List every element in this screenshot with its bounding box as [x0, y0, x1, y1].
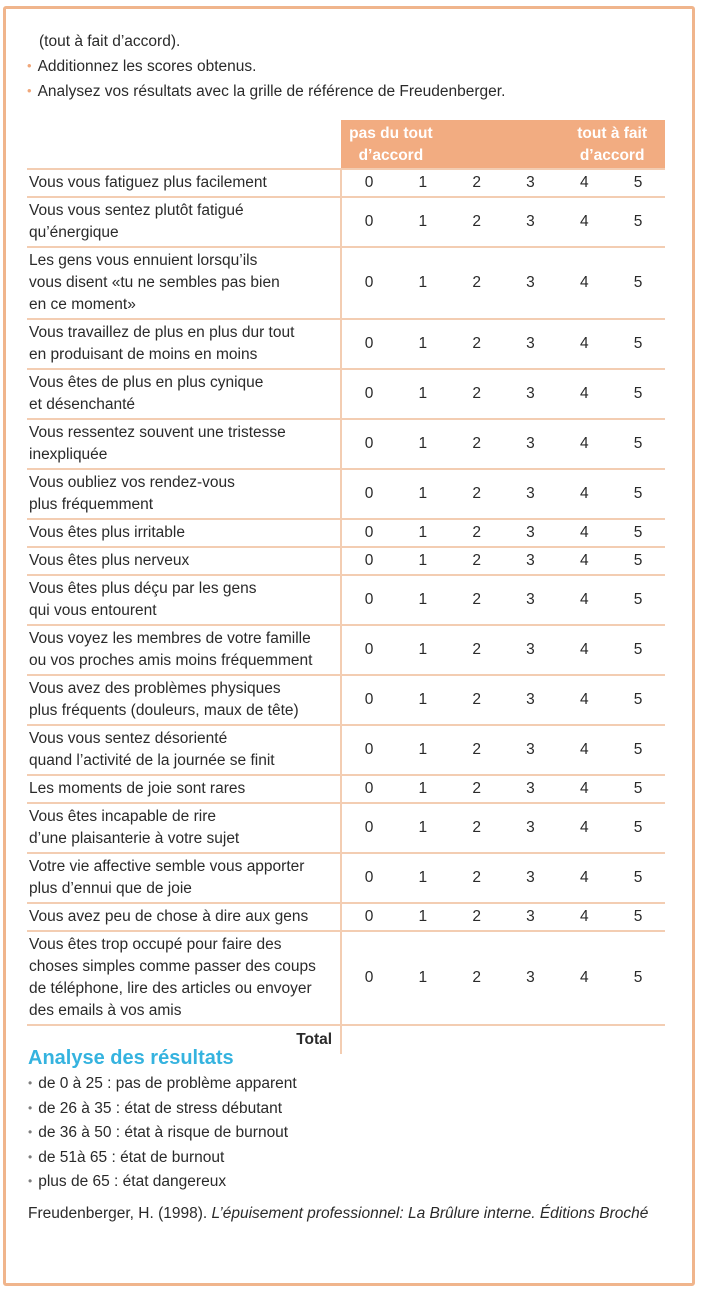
score-option[interactable]: 2: [450, 547, 504, 575]
question-row: [27, 575, 665, 625]
score-option[interactable]: 5: [611, 519, 665, 547]
score-option[interactable]: 1: [396, 903, 450, 931]
question-row: [27, 725, 665, 775]
score-option[interactable]: 4: [557, 903, 611, 931]
score-option[interactable]: 2: [450, 625, 504, 675]
score-option[interactable]: 1: [396, 247, 450, 319]
score-option[interactable]: 1: [396, 197, 450, 247]
reference-citation: [28, 1205, 648, 1223]
score-option[interactable]: 1: [396, 575, 450, 625]
score-option[interactable]: 2: [450, 247, 504, 319]
score-option[interactable]: 3: [504, 675, 558, 725]
question-row: [27, 419, 665, 469]
analysis-item: • de 0 à 25 : pas de problème apparent: [28, 1075, 297, 1092]
score-option[interactable]: 4: [557, 675, 611, 725]
score-option[interactable]: 2: [450, 369, 504, 419]
score-option[interactable]: 2: [450, 575, 504, 625]
question-line: plus d’ennui que de joie: [29, 880, 192, 897]
score-option[interactable]: 3: [504, 725, 558, 775]
scale-max-label: tout à fait d’accord: [577, 125, 647, 164]
question-row: [27, 625, 665, 675]
total-label: Total: [27, 1025, 341, 1054]
score-option[interactable]: 0: [341, 369, 396, 419]
score-option[interactable]: 4: [557, 853, 611, 903]
score-option[interactable]: 3: [504, 931, 558, 1025]
question-row: [27, 519, 665, 547]
burnout-questionnaire: [27, 120, 665, 1054]
score-option[interactable]: 5: [611, 369, 665, 419]
question-line: de téléphone, lire des articles ou envoyer: [29, 980, 312, 997]
score-option[interactable]: 2: [450, 319, 504, 369]
question-line: Vous avez des problèmes physiques: [29, 680, 281, 697]
question-line: Vous êtes incapable de rire: [29, 808, 216, 825]
question-line: Vous êtes plus nerveux: [29, 552, 190, 569]
bullet-icon: •: [28, 1125, 33, 1139]
score-option[interactable]: 4: [557, 247, 611, 319]
score-option[interactable]: 1: [396, 625, 450, 675]
analysis-item: • de 51à 65 : état de burnout: [28, 1148, 225, 1166]
score-option[interactable]: 0: [341, 675, 396, 725]
question-text: [27, 803, 341, 853]
question-line: Vous voyez les membres de votre famille: [29, 630, 311, 647]
question-row: [27, 931, 665, 1025]
score-option[interactable]: 3: [504, 369, 558, 419]
score-option[interactable]: 5: [611, 853, 665, 903]
question-text: [27, 319, 341, 369]
question-line: d’une plaisanterie à votre sujet: [29, 830, 240, 847]
score-option[interactable]: 0: [341, 547, 396, 575]
question-row: [27, 369, 665, 419]
score-option[interactable]: 3: [504, 775, 558, 803]
score-option[interactable]: 2: [450, 725, 504, 775]
score-option[interactable]: 0: [341, 725, 396, 775]
score-option[interactable]: 5: [611, 547, 665, 575]
question-text: [27, 625, 341, 675]
scale-header-band: [341, 120, 665, 169]
score-option[interactable]: 1: [396, 931, 450, 1025]
question-line: vous disent «tu ne sembles pas bien: [29, 274, 280, 291]
instruction-item: • Additionnez les scores obtenus.: [27, 58, 257, 75]
question-text: [27, 931, 341, 1025]
score-option[interactable]: 3: [504, 803, 558, 853]
bullet-icon: •: [27, 58, 32, 73]
score-option[interactable]: 4: [557, 625, 611, 675]
score-option[interactable]: 0: [341, 575, 396, 625]
score-option[interactable]: 5: [611, 675, 665, 725]
scale-header: [27, 120, 665, 169]
instruction-continuation: (tout à fait d’accord).: [39, 33, 181, 50]
score-option[interactable]: 3: [504, 519, 558, 547]
question-line: choses simples comme passer des coups: [29, 958, 316, 975]
score-option[interactable]: 2: [450, 169, 504, 197]
score-option[interactable]: 1: [396, 775, 450, 803]
score-option[interactable]: 2: [450, 853, 504, 903]
question-row: [27, 903, 665, 931]
bullet-icon: •: [28, 1174, 33, 1188]
score-option[interactable]: 3: [504, 853, 558, 903]
score-option[interactable]: 4: [557, 575, 611, 625]
score-option[interactable]: 0: [341, 903, 396, 931]
question-line: en produisant de moins en moins: [29, 346, 258, 363]
question-text: [27, 675, 341, 725]
question-line: des emails à vos amis: [29, 1002, 182, 1019]
analysis-list: [28, 1072, 668, 1195]
score-option[interactable]: 1: [396, 419, 450, 469]
question-text: [27, 547, 341, 575]
score-option[interactable]: 0: [341, 419, 396, 469]
question-line: ou vos proches amis moins fréquemment: [29, 652, 313, 669]
score-option[interactable]: 2: [450, 469, 504, 519]
score-option[interactable]: 4: [557, 197, 611, 247]
analysis-item: • de 36 à 50 : état à risque de burnout: [28, 1124, 289, 1141]
question-row: [27, 675, 665, 725]
score-option[interactable]: 2: [450, 775, 504, 803]
instructions: [27, 31, 667, 106]
score-option[interactable]: 1: [396, 675, 450, 725]
score-option[interactable]: 4: [557, 803, 611, 853]
question-text: [27, 419, 341, 469]
reference-title: L’épuisement professionnel: La Brûlure interne. Éditions Broché: [211, 1205, 649, 1222]
question-line: Vous travaillez de plus en plus dur tout: [29, 324, 295, 341]
score-option[interactable]: 2: [450, 419, 504, 469]
question-text: [27, 725, 341, 775]
question-row: [27, 469, 665, 519]
score-option[interactable]: 5: [611, 319, 665, 369]
question-line: Vous ressentez souvent une tristesse: [29, 424, 286, 441]
score-option[interactable]: 2: [450, 519, 504, 547]
score-option[interactable]: 5: [611, 775, 665, 803]
score-option[interactable]: 1: [396, 469, 450, 519]
score-option[interactable]: 4: [557, 775, 611, 803]
question-text: [27, 775, 341, 803]
question-line: quand l’activité de la journée se finit: [29, 752, 275, 769]
score-option[interactable]: 3: [504, 575, 558, 625]
score-option[interactable]: 5: [611, 903, 665, 931]
score-option[interactable]: 2: [450, 803, 504, 853]
question-line: Vous vous sentez désorienté: [29, 730, 228, 747]
score-option[interactable]: 5: [611, 469, 665, 519]
score-option[interactable]: 0: [341, 169, 396, 197]
question-line: Vous avez peu de chose à dire aux gens: [29, 908, 309, 925]
score-option[interactable]: 4: [557, 369, 611, 419]
score-option[interactable]: 1: [396, 803, 450, 853]
score-option[interactable]: 2: [450, 197, 504, 247]
score-option[interactable]: 0: [341, 775, 396, 803]
score-option[interactable]: 1: [396, 519, 450, 547]
question-line: Vous oubliez vos rendez-vous: [29, 474, 235, 491]
score-option[interactable]: 0: [341, 803, 396, 853]
question-line: inexpliquée: [29, 446, 108, 463]
score-option[interactable]: 4: [557, 469, 611, 519]
question-text: [27, 469, 341, 519]
score-option[interactable]: 0: [341, 853, 396, 903]
score-option[interactable]: 1: [396, 169, 450, 197]
score-option[interactable]: 2: [450, 903, 504, 931]
score-option[interactable]: 5: [611, 931, 665, 1025]
question-row: [27, 775, 665, 803]
score-option[interactable]: 5: [611, 575, 665, 625]
question-line: Vous vous sentez plutôt fatigué: [29, 202, 244, 219]
score-option[interactable]: 4: [557, 519, 611, 547]
score-option[interactable]: 5: [611, 625, 665, 675]
question-text: [27, 197, 341, 247]
results-analysis: [28, 1044, 668, 1195]
question-line: Vous êtes trop occupé pour faire des: [29, 936, 282, 953]
question-line: Votre vie affective semble vous apporter: [29, 858, 305, 875]
question-text: [27, 853, 341, 903]
analysis-item: • de 26 à 35 : état de stress débutant: [28, 1099, 283, 1117]
score-option[interactable]: 5: [611, 803, 665, 853]
score-option[interactable]: 0: [341, 247, 396, 319]
question-line: Vous vous fatiguez plus facilement: [29, 174, 267, 191]
score-option[interactable]: 2: [450, 675, 504, 725]
question-text: [27, 369, 341, 419]
score-option[interactable]: 4: [557, 169, 611, 197]
question-line: en ce moment»: [29, 296, 136, 313]
question-line: Vous êtes plus irritable: [29, 524, 185, 541]
score-option[interactable]: 5: [611, 725, 665, 775]
score-option[interactable]: 0: [341, 197, 396, 247]
score-option[interactable]: 3: [504, 319, 558, 369]
score-option[interactable]: 3: [504, 169, 558, 197]
question-row: [27, 853, 665, 903]
score-option[interactable]: 3: [504, 419, 558, 469]
score-option[interactable]: 3: [504, 197, 558, 247]
question-line: plus fréquents (douleurs, maux de tête): [29, 702, 299, 719]
score-option[interactable]: 4: [557, 419, 611, 469]
score-option[interactable]: 4: [557, 725, 611, 775]
score-option[interactable]: 5: [611, 197, 665, 247]
analysis-title: Analyse des résultats: [28, 1047, 234, 1069]
score-option[interactable]: 0: [341, 469, 396, 519]
question-line: Les gens vous ennuient lorsqu’ils: [29, 252, 258, 269]
question-row: [27, 803, 665, 853]
question-line: qu’énergique: [29, 224, 119, 241]
score-option[interactable]: 4: [557, 931, 611, 1025]
question-text: [27, 169, 341, 197]
question-row: [27, 197, 665, 247]
scale-min-label: pas du tout d’accord: [349, 125, 433, 164]
score-option[interactable]: 3: [504, 903, 558, 931]
question-line: et désenchanté: [29, 396, 136, 413]
score-option[interactable]: 3: [504, 469, 558, 519]
score-option[interactable]: 4: [557, 547, 611, 575]
score-option[interactable]: 5: [611, 247, 665, 319]
question-text: [27, 903, 341, 931]
question-row: [27, 547, 665, 575]
score-option[interactable]: 1: [396, 853, 450, 903]
question-line: plus fréquemment: [29, 496, 154, 513]
question-line: Les moments de joie sont rares: [29, 780, 246, 797]
question-line: Vous êtes de plus en plus cynique: [29, 374, 264, 391]
question-row: [27, 319, 665, 369]
score-option[interactable]: 1: [396, 319, 450, 369]
score-option[interactable]: 0: [341, 931, 396, 1025]
reference-author: Freudenberger, H. (1998).: [28, 1205, 212, 1222]
question-line: qui vous entourent: [29, 602, 157, 619]
score-option[interactable]: 0: [341, 625, 396, 675]
score-option[interactable]: 1: [396, 547, 450, 575]
score-option[interactable]: 3: [504, 547, 558, 575]
question-text: [27, 575, 341, 625]
score-option[interactable]: 1: [396, 725, 450, 775]
score-option[interactable]: 3: [504, 247, 558, 319]
score-option[interactable]: 1: [396, 369, 450, 419]
question-row: [27, 247, 665, 319]
score-option[interactable]: 5: [611, 169, 665, 197]
instruction-item: • Analysez vos résultats avec la grille de référence de Freudenberger.: [27, 83, 506, 100]
bullet-icon: •: [28, 1100, 33, 1115]
analysis-item: • plus de 65 : état dangereux: [28, 1173, 227, 1190]
score-option[interactable]: 0: [341, 519, 396, 547]
question-line: Vous êtes plus déçu par les gens: [29, 580, 257, 597]
bullet-icon: •: [28, 1149, 33, 1164]
score-option[interactable]: 2: [450, 931, 504, 1025]
question-text: [27, 247, 341, 319]
score-option[interactable]: 0: [341, 319, 396, 369]
bullet-icon: •: [28, 1076, 33, 1090]
question-text: [27, 519, 341, 547]
score-option[interactable]: 5: [611, 419, 665, 469]
bullet-icon: •: [27, 83, 32, 98]
score-option[interactable]: 4: [557, 319, 611, 369]
question-row: [27, 169, 665, 197]
score-option[interactable]: 3: [504, 625, 558, 675]
